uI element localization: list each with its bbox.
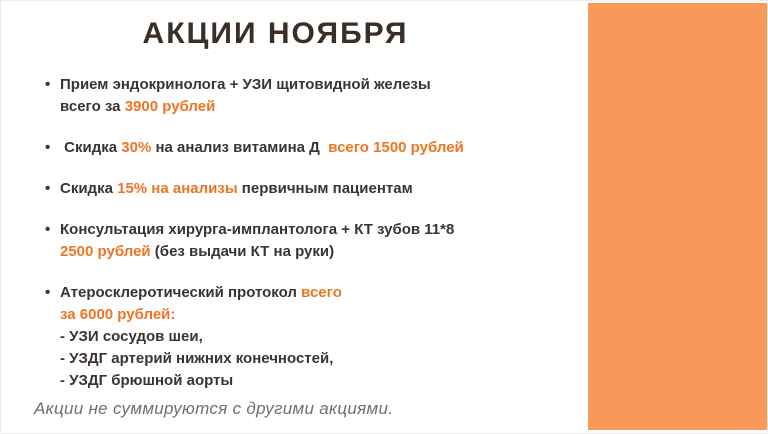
body-text: всего за: [60, 97, 125, 115]
body-text: Консультация хирурга-имплантолога + КТ зубов 11*8: [60, 220, 455, 238]
bullet-dot-icon: •: [45, 75, 51, 93]
highlighted-text: 30%: [121, 138, 152, 156]
text-line: [60, 219, 454, 241]
slide-content: [1, 1, 590, 433]
text-line: [60, 348, 342, 370]
body-text: - УЗДГ брюшной аорты: [60, 371, 234, 389]
text-line: [60, 137, 464, 159]
body-text: (без выдачи КТ на руки): [150, 242, 335, 260]
bullet-dot-icon: •: [45, 220, 51, 238]
list-item: [45, 137, 590, 159]
body-text: - УЗДГ артерий нижних конечностей,: [60, 349, 334, 367]
footer-note: Акции не суммируются с другими акциями.: [34, 399, 394, 418]
text-line: [60, 326, 342, 348]
body-text: Скидка: [60, 138, 122, 156]
text-line: [60, 241, 454, 263]
text-line: [60, 304, 342, 326]
highlighted-text: 2500 рублей: [60, 242, 151, 260]
list-item-text: [60, 282, 342, 392]
text-line: [60, 370, 342, 392]
list-item-text: [60, 219, 454, 263]
highlighted-text: за 6000 рублей:: [60, 305, 176, 323]
body-text: - УЗИ сосудов шеи,: [60, 327, 203, 345]
highlighted-text: 3900 рублей: [124, 97, 216, 115]
promo-list: [45, 74, 590, 392]
list-item: [45, 219, 590, 263]
list-item-text: [60, 178, 413, 200]
highlighted-text: всего: [301, 283, 342, 301]
text-line: [60, 96, 431, 118]
body-text: Скидка: [60, 179, 118, 197]
body-text: Прием эндокринолога + УЗИ щитовидной железы: [60, 75, 431, 93]
highlighted-text: 15% на анализы: [117, 179, 238, 197]
text-line: [60, 74, 431, 96]
body-text: на анализ витамина Д: [151, 138, 329, 156]
bullet-dot-icon: •: [45, 138, 51, 156]
bullet-dot-icon: •: [45, 179, 51, 197]
body-text: Атеросклеротический протокол: [60, 283, 302, 301]
list-item-text: [60, 74, 431, 118]
page-title: АКЦИИ НОЯБРЯ: [142, 17, 409, 50]
text-line: [60, 282, 342, 304]
highlighted-text: всего 1500 рублей: [328, 138, 464, 156]
bullet-dot-icon: •: [45, 283, 51, 301]
text-line: [60, 178, 413, 200]
list-item: [45, 74, 590, 118]
list-item: [45, 178, 590, 200]
body-text: первичным пациентам: [237, 179, 413, 197]
orange-side-panel: [588, 3, 767, 430]
list-item: [45, 282, 590, 392]
list-item-text: [60, 137, 464, 159]
